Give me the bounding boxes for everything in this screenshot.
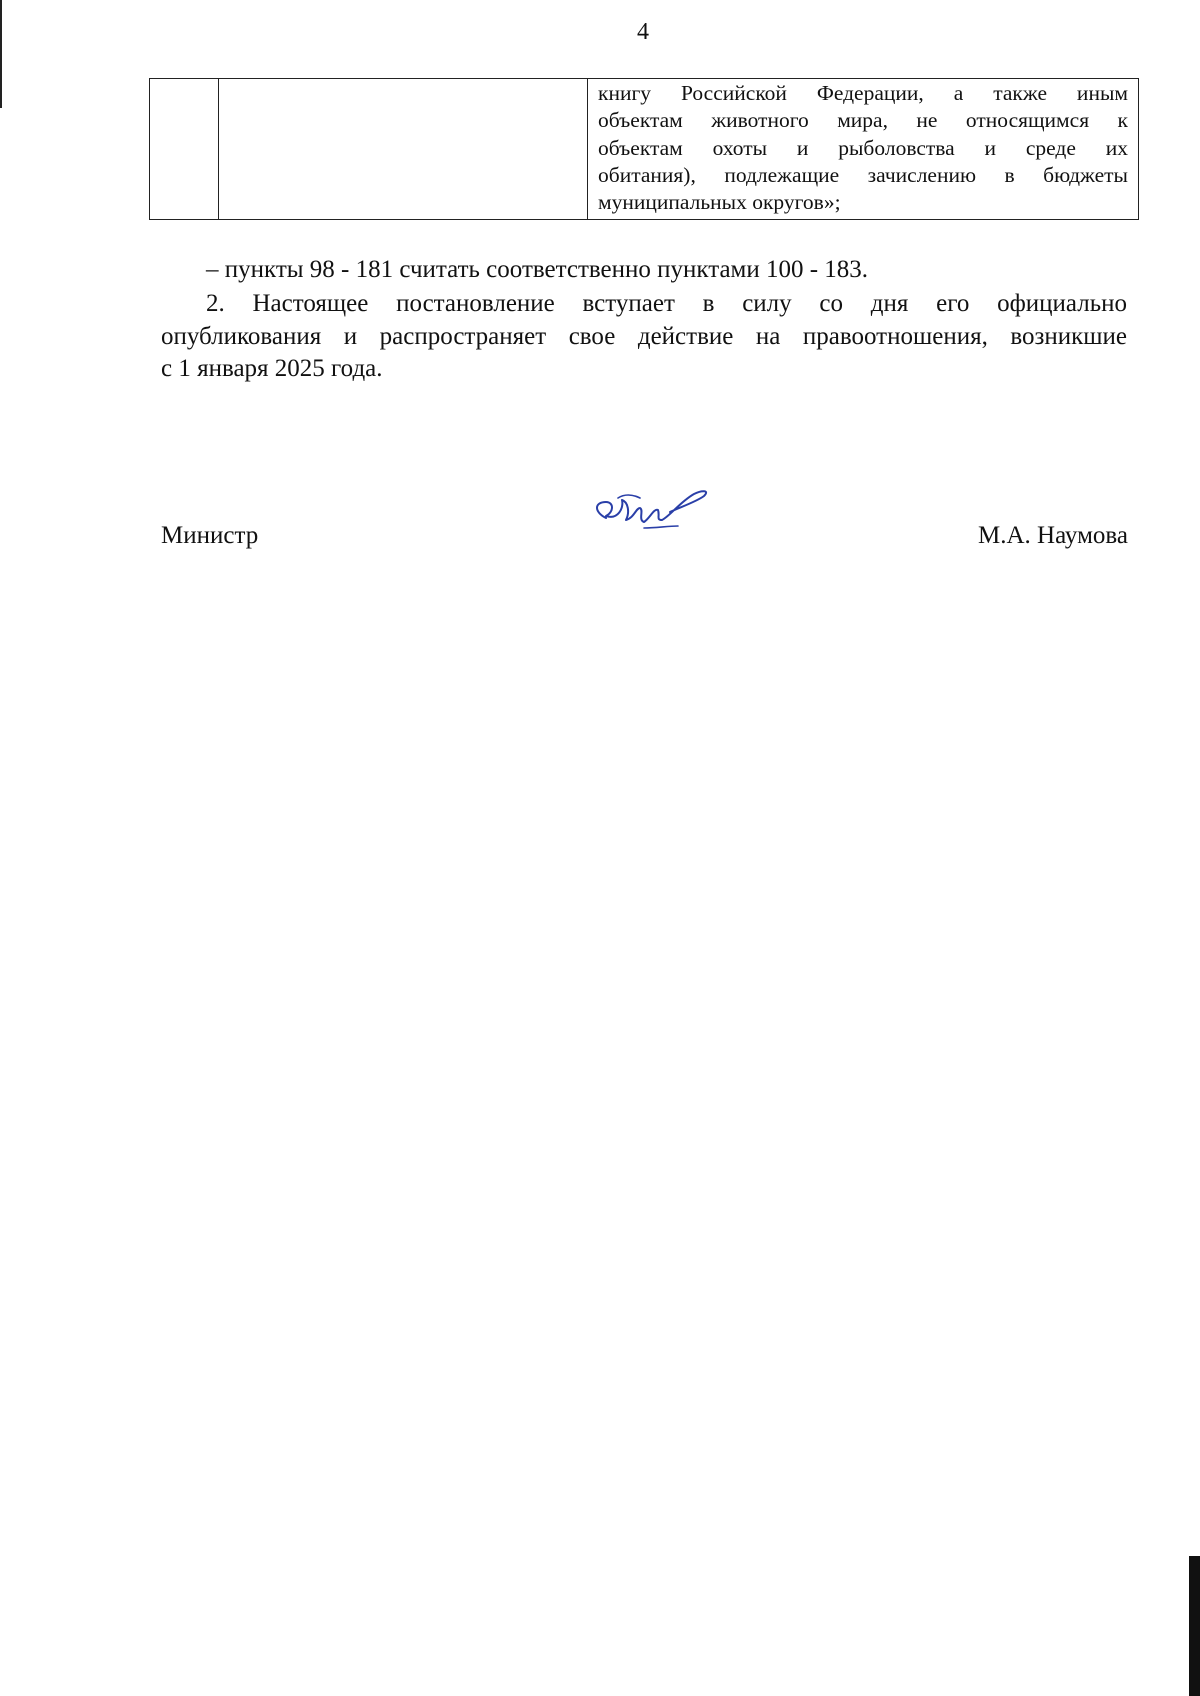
paragraph-line: 2. Настоящее постановление вступает в силу со дня его официально (206, 290, 1127, 317)
page-number: 4 (637, 19, 649, 45)
paragraph-line: опубликования и распространяет свое действие на правоотношения, возникшие (161, 322, 1127, 350)
signatory-name: М.А. Наумова (978, 522, 1128, 549)
table-row (150, 79, 1139, 220)
paragraph-effective-date (161, 288, 1127, 386)
table-cell-text (588, 79, 1138, 219)
paragraph-renumbering: – пункты 98 - 181 считать соответственно пунктами 100 - 183. (206, 256, 869, 283)
table-cell-number (150, 79, 219, 220)
handwritten-signature (584, 472, 714, 542)
cell-line: книгу Российской Федерации, а также иным (598, 81, 1128, 105)
cell-line: объектам охоты и рыболовства и среде их (598, 135, 1128, 160)
cell-line: объектам животного мира, не относящимся к (598, 108, 1128, 133)
paragraph-line: с 1 января 2025 года. (161, 355, 383, 382)
signatory-title: Министр (161, 522, 259, 549)
scan-edge-mark-right (1189, 1556, 1200, 1696)
cell-line: обитания), подлежащие зачислению в бюджеты (598, 162, 1128, 187)
continuation-table (149, 78, 1139, 220)
cell-line: муниципальных округов»; (598, 190, 841, 215)
table-cell-description (588, 79, 1139, 220)
table-cell-code (219, 79, 588, 220)
